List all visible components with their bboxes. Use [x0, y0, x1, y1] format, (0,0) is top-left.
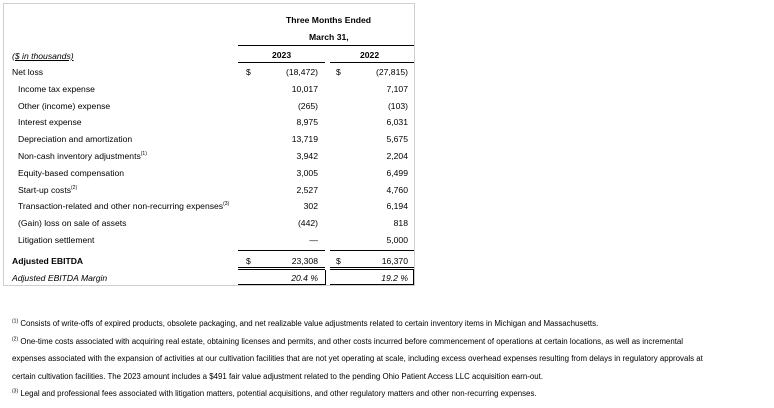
margin-bottom-rule-2022 — [330, 284, 414, 285]
row-label — [18, 117, 82, 127]
value-2022: 818 — [393, 218, 408, 229]
total-dollar-2022: $ — [336, 256, 341, 266]
row-label — [18, 168, 124, 178]
row-label-text: Depreciation and amortization — [18, 134, 133, 145]
footnote-marker: (2) — [12, 335, 19, 342]
row-label-text: Equity-based compensation — [18, 167, 125, 178]
total-top-rule-2023 — [238, 250, 325, 251]
row-label — [18, 134, 132, 144]
margin-box-line-2023-right — [325, 270, 326, 285]
total-double-rule-2023 — [238, 267, 325, 270]
period-header-line2: March 31, — [309, 32, 349, 42]
row-label-text: Start-up costs — [18, 184, 72, 195]
footnote-line — [12, 334, 768, 351]
total-label: Adjusted EBITDA — [12, 256, 84, 266]
total-top-rule-2022 — [330, 250, 414, 251]
value-2023: 13,719 — [291, 134, 318, 145]
row-label — [18, 101, 110, 111]
footnote-ref: (3) — [223, 201, 230, 208]
value-2023: 302 — [303, 201, 318, 212]
value-2023: 3,005 — [296, 167, 318, 178]
value-2022: 6,031 — [386, 117, 408, 128]
units-label: ($ in thousands) — [12, 51, 74, 61]
footnote-marker: (1) — [12, 318, 19, 325]
row-label — [12, 67, 43, 77]
footnote-text: Legal and professional fees associated with litigation matters, potential acquisitions, and other regulatory matters and other non-recurring expenses. — [20, 389, 537, 398]
value-2022: 2,204 — [386, 151, 408, 161]
footnote-ref: (2) — [71, 184, 78, 191]
footnote-text: expenses associated with the expansion of activities at our cultivation facilities that are not yet operating at scale, including excess overhead expenses resulting from delays in regulatory approvals at — [12, 354, 703, 363]
margin-value-2022: 19.2 % — [381, 273, 408, 283]
footnote-line — [12, 369, 768, 386]
row-label-text: Litigation settlement — [18, 235, 95, 245]
total-double-rule-2022 — [330, 267, 414, 270]
row-label — [18, 218, 126, 228]
row-label — [18, 151, 147, 161]
footnote-line — [12, 386, 768, 403]
value-2023: — — [309, 235, 318, 245]
value-2022: 4,760 — [386, 184, 408, 195]
footnote-marker: (3) — [12, 388, 19, 395]
footnote-ref: (1) — [140, 151, 147, 158]
value-2023: (18,472) — [285, 67, 318, 77]
total-value-2022: 16,370 — [381, 256, 408, 266]
value-2022: 7,107 — [386, 83, 408, 94]
col-2023-rule — [238, 62, 325, 63]
row-label-text: Net loss — [12, 67, 44, 77]
value-2023: 8,975 — [296, 117, 318, 128]
row-label — [18, 235, 94, 245]
margin-value-2023: 20.4 % — [291, 273, 318, 283]
margin-label: Adjusted EBITDA Margin — [12, 273, 108, 283]
row-label-text: Non-cash inventory adjustments — [18, 151, 141, 161]
col-header-2022: 2022 — [360, 50, 380, 60]
footnote-text: Consists of write-offs of expired products, obsolete packaging, and net realizable value adjustments related to certain inventory items in Michigan and Massachusetts. — [20, 319, 599, 328]
row-label — [18, 84, 95, 94]
value-2022: 6,499 — [386, 167, 408, 178]
value-2022: 5,000 — [386, 235, 408, 245]
col-header-2023: 2023 — [272, 50, 292, 60]
value-2023: (442) — [297, 218, 318, 229]
value-2023: 10,017 — [291, 83, 318, 94]
footnote-text: certain cultivation facilities. The 2023 amount includes a $491 fair value adjustment related to the pending Ohio Patient Access LLC acquisition earn-out. — [12, 371, 544, 381]
value-2023: 3,942 — [296, 151, 318, 161]
dollar-sign-2022: $ — [336, 67, 341, 77]
footnote-text: One-time costs associated with acquiring real estate, obtaining licenses and permits, and other costs incurred before commencement of operations at certain locations, as well as incremental — [20, 336, 684, 346]
footnote-line — [12, 316, 768, 333]
dollar-sign-2023: $ — [246, 67, 251, 77]
row-label — [18, 185, 77, 195]
row-label-text: Other (income) expense — [18, 100, 111, 111]
col-2022-rule — [330, 62, 414, 63]
margin-bottom-rule-2023 — [238, 284, 325, 285]
row-label-text: (Gain) loss on sale of assets — [18, 218, 127, 229]
period-header-line1: Three Months Ended — [286, 15, 371, 25]
row-label-text: Income tax expense — [18, 83, 95, 94]
value-2023: 2,527 — [296, 184, 318, 195]
value-2022: 5,675 — [386, 134, 408, 145]
total-dollar-2023: $ — [246, 256, 251, 266]
row-label-text: Transaction-related and other non-recurring expenses — [18, 201, 224, 212]
row-label — [18, 201, 229, 211]
footnote-line — [12, 351, 768, 368]
row-label-text: Interest expense — [18, 117, 82, 128]
total-value-2023: 23,308 — [291, 256, 318, 266]
value-2022: 6,194 — [386, 201, 408, 212]
value-2023: (265) — [297, 100, 318, 111]
value-2022: (103) — [387, 100, 408, 111]
header-rule — [238, 45, 414, 46]
margin-box-line-2022-right — [413, 270, 414, 285]
value-2022: (27,815) — [375, 67, 408, 77]
